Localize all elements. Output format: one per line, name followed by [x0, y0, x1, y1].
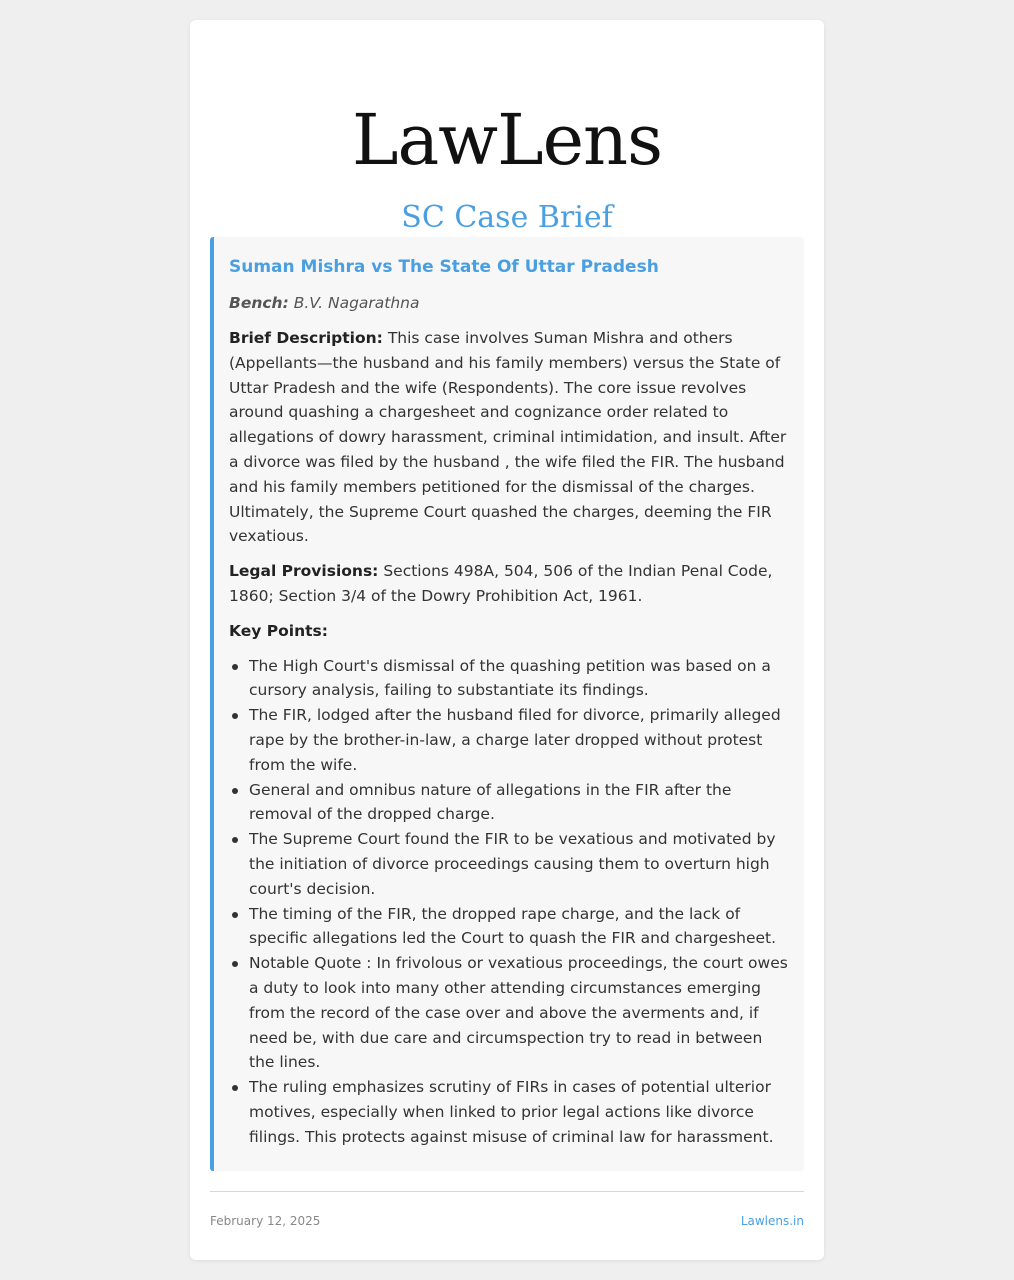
- legal-provisions: [229, 559, 789, 609]
- footer-site-link[interactable]: Lawlens.in: [740, 1214, 804, 1228]
- brief-description-text: This case involves Suman Mishra and others (Appellants—the husband and his family members) versus the State of Uttar Pradesh and the wife (Respondents). The core issue revolves around quashing a chargesheet and cognizance order related to allegations of dowry harassment, criminal intimidation, and insult. After a divorce was filed by the husband , the wife filed the FIR. The husband and his family members petitioned for the dismissal of the charges. Ultimately, the Supreme Court quashed the charges, deeming the FIR vexatious.: [229, 329, 787, 546]
- legal-provisions-text: Sections 498A, 504, 506 of the Indian Penal Code, 1860; Section 3/4 of the Dowry Prohibition Act, 1961.: [229, 562, 773, 605]
- footer-date: February 12, 2025: [210, 1214, 321, 1228]
- key-points-list: [229, 654, 789, 1150]
- key-point: The ruling emphasizes scrutiny of FIRs in cases of potential ulterior motives, especially when linked to prior legal actions like divorce filings. This protects against misuse of criminal law for harassment.: [249, 1075, 789, 1149]
- case-brief-panel: [210, 237, 804, 1171]
- brand-logo: LawLens: [351, 99, 663, 181]
- page-subtitle: SC Case Brief: [401, 200, 613, 235]
- key-point: The timing of the FIR, the dropped rape charge, and the lack of specific allegations led the Court to quash the FIR and chargesheet.: [249, 902, 789, 952]
- bench-line: [229, 290, 789, 316]
- brief-description: [229, 326, 789, 549]
- bench-value: B.V. Nagarathna: [293, 294, 420, 312]
- key-point: The Supreme Court found the FIR to be vexatious and motivated by the initiation of divorce proceedings causing them to overturn high court's decision.: [249, 827, 789, 901]
- legal-provisions-label: Legal Provisions:: [229, 562, 379, 581]
- case-brief-card: [190, 20, 824, 1260]
- key-point: General and omnibus nature of allegations in the FIR after the removal of the dropped charge.: [249, 778, 789, 828]
- brief-description-label: Brief Description:: [229, 329, 383, 347]
- key-point: Notable Quote : In frivolous or vexatious proceedings, the court owes a duty to look into many other attending circumstances emerging from the record of the case over and above the averments and, if need be, with due care and circumspection try to read in between the lines.: [249, 951, 789, 1075]
- bench-label: Bench:: [229, 294, 289, 312]
- key-point: The FIR, lodged after the husband filed for divorce, primarily alleged rape by the brother-in-law, a charge later dropped without protest from the wife.: [249, 703, 789, 777]
- key-point: The High Court's dismissal of the quashing petition was based on a cursory analysis, failing to substantiate its findings.: [249, 654, 789, 704]
- footer-divider: [210, 1191, 804, 1192]
- case-title: Suman Mishra vs The State Of Uttar Pradesh: [229, 257, 659, 277]
- key-points-label: Key Points:: [229, 621, 328, 640]
